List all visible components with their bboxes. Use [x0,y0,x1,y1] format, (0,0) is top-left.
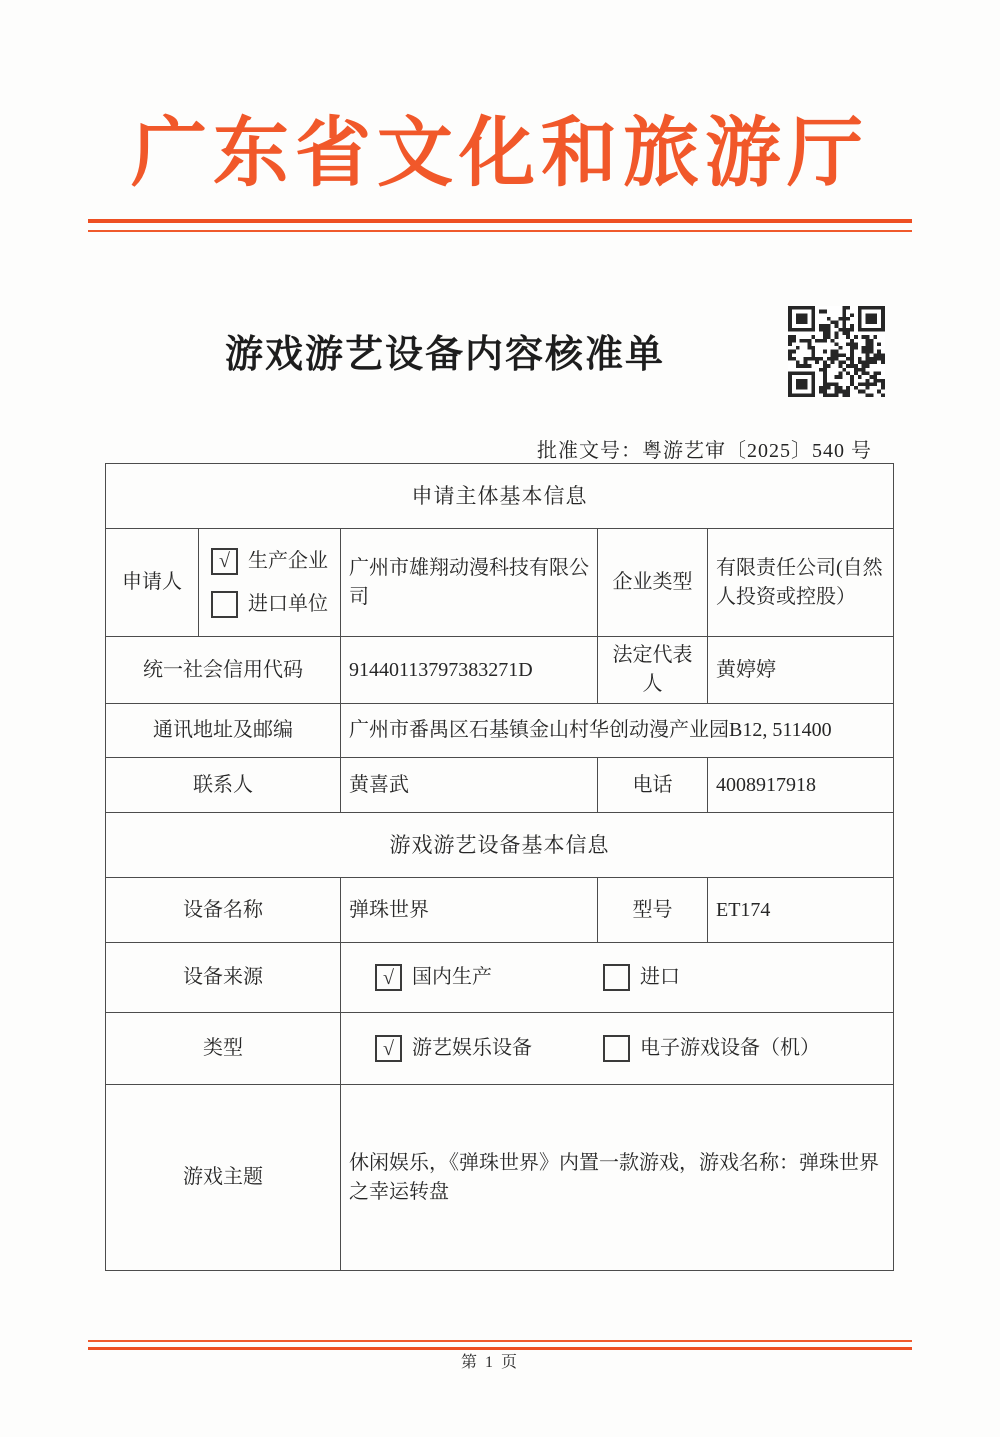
applicant-kind-option-producer [211,547,332,576]
checkbox-importer-unchecked [211,591,238,618]
checkbox-amusement-checked: √ [375,1035,402,1062]
device-source-options-cell [341,943,894,1013]
section2-title: 游戏游艺设备基本信息 [106,813,894,878]
game-theme-label: 游戏主题 [106,1085,341,1271]
device-type-option-electronic [603,1034,820,1063]
applicant-label: 申请人 [106,529,199,637]
table-row [106,758,894,813]
checkbox-electronic-label: 电子游戏设备（机） [640,1037,820,1059]
table-row [106,529,894,637]
org-title: 广东省文化和旅游厅 [131,112,869,196]
device-type-label: 类型 [106,1013,341,1085]
company-type-value: 有限责任公司(自然人投资或控股） [708,529,894,637]
qr-code [788,306,885,397]
table-row [106,813,894,878]
section1-title: 申请主体基本信息 [106,464,894,529]
credit-code-value: 91440113797383271D [341,637,598,704]
approval-number-label: 批准文号： [537,440,642,462]
legal-rep-label: 法定代表人 [598,637,708,704]
device-source-label: 设备来源 [106,943,341,1013]
model-label: 型号 [598,878,708,943]
device-type-option-amusement [375,1034,603,1063]
checkbox-producer-checked: √ [211,548,238,575]
table-row [106,943,894,1013]
checkbox-electronic-unchecked [603,1035,630,1062]
doc-title: 游戏游艺设备内容核准单 [224,334,665,376]
contact-value: 黄喜武 [341,758,598,813]
table-row [106,1085,894,1271]
model-value: ET174 [708,878,894,943]
checkbox-import-unchecked [603,964,630,991]
contact-label: 联系人 [106,758,341,813]
table-row [106,878,894,943]
qr-code-canvas [788,306,885,397]
letterhead-rule-thin [88,230,912,232]
address-label: 通讯地址及邮编 [106,704,341,758]
device-source-option-domestic [375,963,603,992]
checkbox-import-label: 进口 [640,966,680,988]
applicant-kind-cell [199,529,341,637]
device-name-value: 弹珠世界 [341,878,598,943]
table-row [106,1013,894,1085]
company-type-label: 企业类型 [598,529,708,637]
checkbox-domestic-label: 国内生产 [412,966,492,988]
page-number: 第 1 页 [460,1354,519,1371]
footer-rule-thin [88,1340,912,1342]
applicant-kind-option-importer [211,590,332,619]
phone-value: 4008917918 [708,758,894,813]
phone-label: 电话 [598,758,708,813]
table-row [106,637,894,704]
game-theme-value: 休闲娱乐，《弹珠世界》内置一款游戏，游戏名称：弹珠世界之幸运转盘 [341,1085,894,1271]
device-name-label: 设备名称 [106,878,341,943]
address-value: 广州市番禺区石基镇金山村华创动漫产业园B12, 511400 [341,704,894,758]
approval-number [0,434,872,463]
table-row [106,704,894,758]
checkbox-amusement-label: 游艺娱乐设备 [412,1037,532,1059]
checkbox-importer-label: 进口单位 [248,592,328,615]
company-name-value: 广州市雄翔动漫科技有限公司 [341,529,598,637]
checkbox-domestic-checked: √ [375,964,402,991]
table-row [106,464,894,529]
legal-rep-value: 黄婷婷 [708,637,894,704]
approval-form-table [105,463,894,1271]
checkbox-producer-label: 生产企业 [248,549,328,572]
approval-number-value: 粤游艺审〔2025〕540 号 [642,440,872,462]
letterhead-rule-thick [88,219,912,223]
device-type-options-cell [341,1013,894,1085]
credit-code-label: 统一社会信用代码 [106,637,341,704]
device-source-option-import [603,963,680,992]
